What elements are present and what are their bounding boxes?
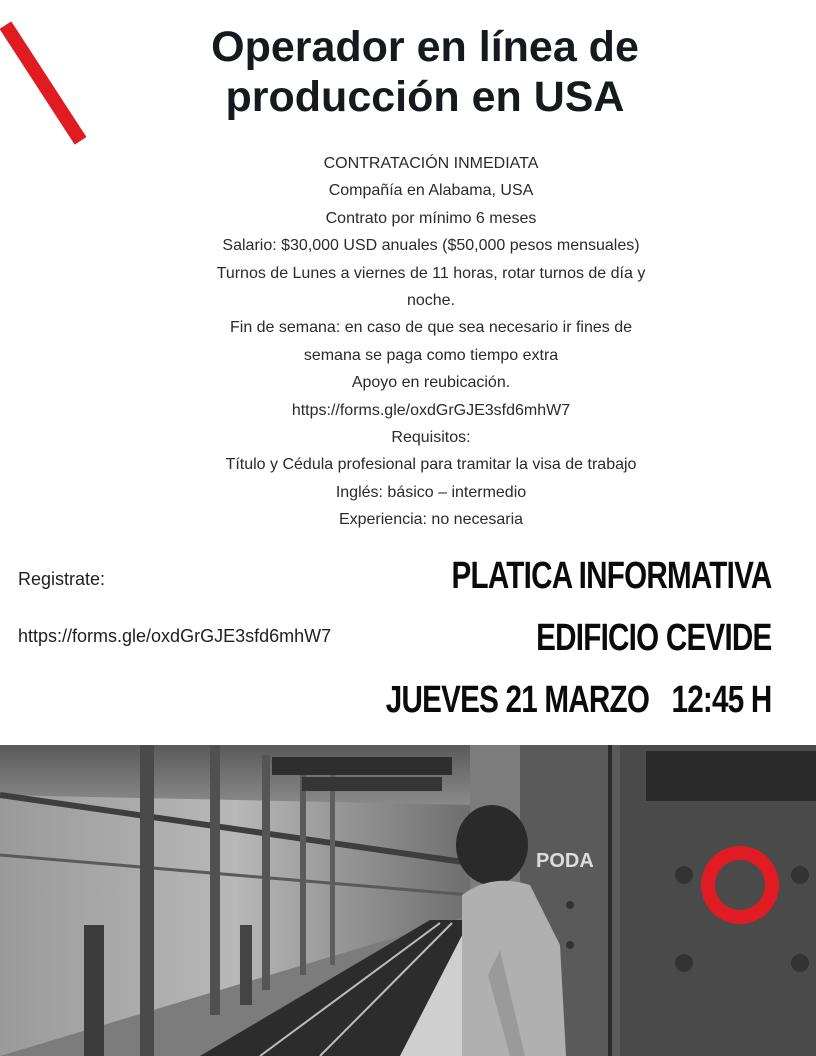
registration-label: Registrate:: [18, 569, 106, 589]
detail-link[interactable]: https://forms.gle/oxdGrGJE3sfd6mhW7: [291, 401, 571, 419]
event-info: [277, 545, 772, 731]
registration-link[interactable]: https://forms.gle/oxdGrGJE3sfd6mhW7: [18, 626, 332, 646]
detail-line: Compañía en Alabama, USA: [328, 182, 534, 200]
detail-line: Contrato por mínimo 6 meses: [325, 209, 537, 227]
title-line-1: Operador en línea de: [211, 23, 639, 71]
detail-line: Fin de semana: en caso de que sea necesario ir fines de: [229, 319, 633, 337]
graffiti-text: PODA: [536, 850, 594, 872]
subway-photo: [0, 745, 816, 1056]
detail-line: semana se paga como tiempo extra: [303, 346, 559, 364]
job-details: [150, 150, 712, 534]
detail-line: CONTRATACIÓN INMEDIATA: [323, 155, 539, 172]
detail-line: Título y Cédula profesional para tramitar la visa de trabajo: [225, 456, 637, 474]
event-location: EDIFICIO CEVIDE: [536, 617, 772, 659]
detail-line: Apoyo en reubicación.: [351, 374, 511, 392]
detail-line: noche.: [406, 292, 456, 310]
red-slash-decoration: [0, 21, 86, 144]
page-title: [150, 22, 700, 122]
detail-line: Requisitos:: [391, 429, 471, 447]
title-line-2: producción en USA: [225, 73, 625, 121]
detail-line: Inglés: básico – intermedio: [335, 483, 527, 501]
event-datetime: JUEVES 21 MARZO 12:45 H: [386, 679, 772, 721]
detail-line: Turnos de Lunes a viernes de 11 horas, rotar turnos de día y: [216, 264, 646, 282]
detail-line: Experiencia: no necesaria: [338, 511, 524, 529]
event-title: PLATICA INFORMATIVA: [452, 555, 772, 597]
detail-line: Salario: $30,000 USD anuales ($50,000 pesos mensuales): [222, 237, 640, 255]
subway-photo-illustration: [0, 745, 816, 1056]
